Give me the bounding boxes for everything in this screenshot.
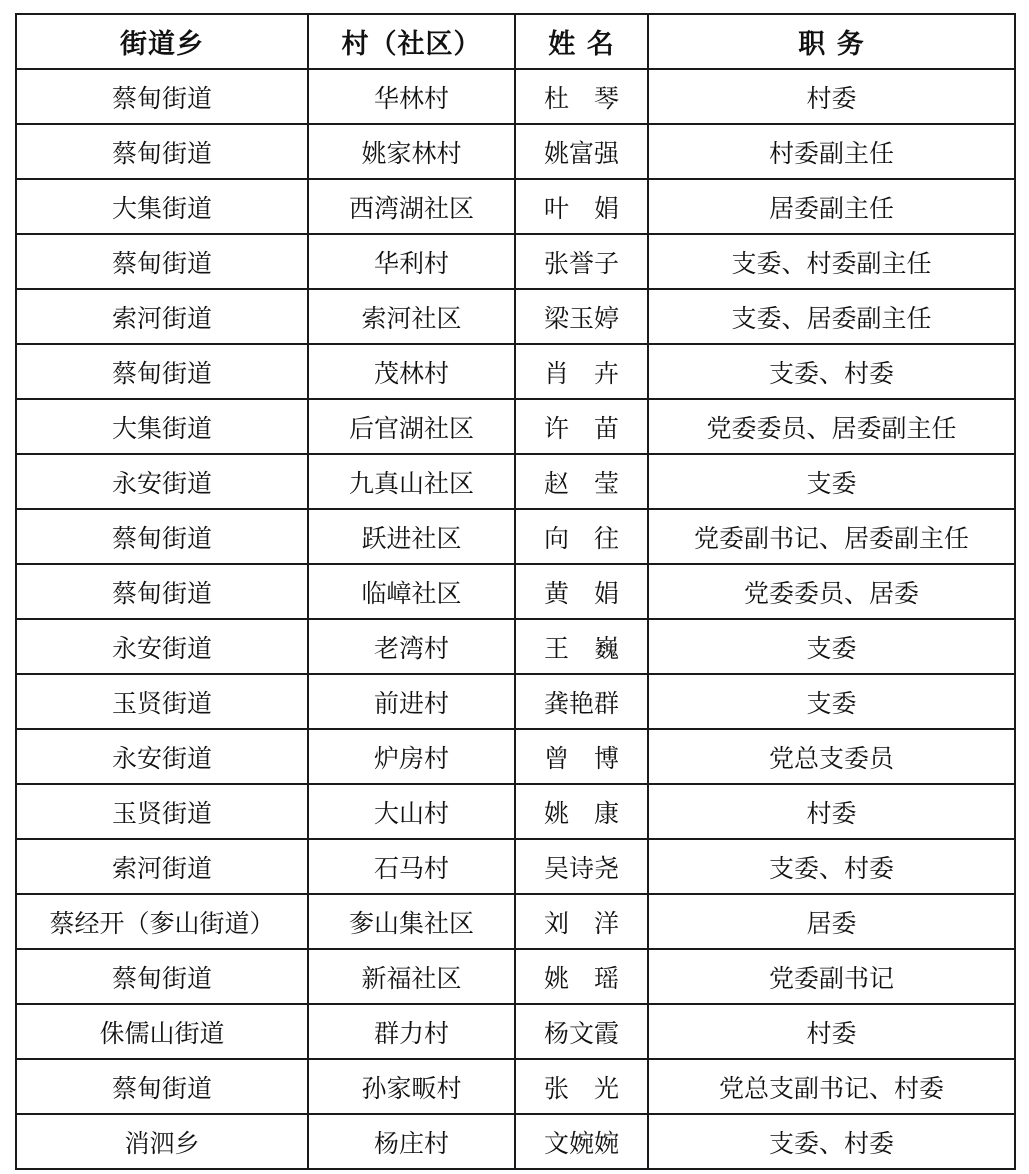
header-position: 职 务 <box>648 14 1015 69</box>
table-row <box>16 234 1015 289</box>
cell-position: 党总支副书记、村委 <box>648 1059 1015 1114</box>
table-header <box>16 14 1015 69</box>
table-row <box>16 179 1015 234</box>
personnel-table <box>15 13 1016 1170</box>
cell-village-community: 华利村 <box>308 234 515 289</box>
table-row <box>16 564 1015 619</box>
cell-street-township: 玉贤街道 <box>16 784 308 839</box>
cell-village-community: 索河社区 <box>308 289 515 344</box>
table-row <box>16 784 1015 839</box>
cell-position: 党委副书记 <box>648 949 1015 1004</box>
cell-position: 支委、村委 <box>648 1114 1015 1169</box>
cell-name: 许 苗 <box>515 399 648 454</box>
cell-village-community: 西湾湖社区 <box>308 179 515 234</box>
cell-position: 支委 <box>648 674 1015 729</box>
header-row <box>16 14 1015 69</box>
cell-position: 支委 <box>648 454 1015 509</box>
cell-position: 村委 <box>648 1004 1015 1059</box>
cell-village-community: 孙家畈村 <box>308 1059 515 1114</box>
cell-street-township: 永安街道 <box>16 619 308 674</box>
table-row <box>16 509 1015 564</box>
cell-position: 村委 <box>648 69 1015 124</box>
table-row <box>16 454 1015 509</box>
cell-village-community: 杨庄村 <box>308 1114 515 1169</box>
header-street-township: 街道乡 <box>16 14 308 69</box>
cell-street-township: 蔡甸街道 <box>16 564 308 619</box>
cell-village-community: 石马村 <box>308 839 515 894</box>
cell-village-community: 姚家林村 <box>308 124 515 179</box>
cell-street-township: 蔡甸街道 <box>16 509 308 564</box>
cell-name: 曾 博 <box>515 729 648 784</box>
cell-name: 吴诗尧 <box>515 839 648 894</box>
cell-street-township: 蔡甸街道 <box>16 344 308 399</box>
cell-name: 龚艳群 <box>515 674 648 729</box>
cell-position: 村委副主任 <box>648 124 1015 179</box>
cell-position: 支委 <box>648 619 1015 674</box>
cell-position: 支委、居委副主任 <box>648 289 1015 344</box>
cell-name: 王 巍 <box>515 619 648 674</box>
cell-street-township: 蔡甸街道 <box>16 69 308 124</box>
cell-position: 村委 <box>648 784 1015 839</box>
table-row <box>16 1114 1015 1169</box>
table-row <box>16 729 1015 784</box>
table-row <box>16 619 1015 674</box>
cell-village-community: 茂林村 <box>308 344 515 399</box>
cell-street-township: 永安街道 <box>16 454 308 509</box>
cell-name: 张誉子 <box>515 234 648 289</box>
cell-street-township: 索河街道 <box>16 289 308 344</box>
cell-village-community: 老湾村 <box>308 619 515 674</box>
cell-village-community: 炉房村 <box>308 729 515 784</box>
cell-street-township: 索河街道 <box>16 839 308 894</box>
table-row <box>16 69 1015 124</box>
cell-position: 党总支委员 <box>648 729 1015 784</box>
cell-position: 支委、村委 <box>648 344 1015 399</box>
cell-name: 刘 洋 <box>515 894 648 949</box>
cell-street-township: 玉贤街道 <box>16 674 308 729</box>
table-body <box>16 69 1015 1169</box>
cell-name: 张 光 <box>515 1059 648 1114</box>
table-row <box>16 289 1015 344</box>
table-row <box>16 344 1015 399</box>
cell-village-community: 新福社区 <box>308 949 515 1004</box>
table-row <box>16 1004 1015 1059</box>
cell-position: 党委委员、居委 <box>648 564 1015 619</box>
cell-street-township: 蔡甸街道 <box>16 1059 308 1114</box>
cell-name: 黄 娟 <box>515 564 648 619</box>
cell-position: 居委副主任 <box>648 179 1015 234</box>
cell-village-community: 群力村 <box>308 1004 515 1059</box>
cell-street-township: 大集街道 <box>16 399 308 454</box>
cell-street-township: 大集街道 <box>16 179 308 234</box>
cell-position: 居委 <box>648 894 1015 949</box>
cell-village-community: 跃进社区 <box>308 509 515 564</box>
table-row <box>16 399 1015 454</box>
cell-village-community: 临嶂社区 <box>308 564 515 619</box>
cell-position: 支委、村委 <box>648 839 1015 894</box>
cell-position: 支委、村委副主任 <box>648 234 1015 289</box>
cell-village-community: 后官湖社区 <box>308 399 515 454</box>
table-row <box>16 839 1015 894</box>
table-row <box>16 674 1015 729</box>
cell-village-community: 大山村 <box>308 784 515 839</box>
header-village-community: 村（社区） <box>308 14 515 69</box>
cell-village-community: 奓山集社区 <box>308 894 515 949</box>
cell-name: 杜 琴 <box>515 69 648 124</box>
cell-village-community: 华林村 <box>308 69 515 124</box>
cell-name: 梁玉婷 <box>515 289 648 344</box>
table-row <box>16 949 1015 1004</box>
header-name: 姓 名 <box>515 14 648 69</box>
cell-position: 党委副书记、居委副主任 <box>648 509 1015 564</box>
table-row <box>16 894 1015 949</box>
cell-street-township: 消泗乡 <box>16 1114 308 1169</box>
cell-name: 姚 康 <box>515 784 648 839</box>
cell-street-township: 蔡甸街道 <box>16 234 308 289</box>
cell-village-community: 九真山社区 <box>308 454 515 509</box>
cell-street-township: 蔡甸街道 <box>16 124 308 179</box>
cell-street-township: 蔡甸街道 <box>16 949 308 1004</box>
table-row <box>16 1059 1015 1114</box>
cell-name: 杨文霞 <box>515 1004 648 1059</box>
cell-village-community: 前进村 <box>308 674 515 729</box>
cell-name: 赵 莹 <box>515 454 648 509</box>
table-row <box>16 124 1015 179</box>
cell-position: 党委委员、居委副主任 <box>648 399 1015 454</box>
cell-name: 向 往 <box>515 509 648 564</box>
cell-street-township: 蔡经开（奓山街道） <box>16 894 308 949</box>
cell-name: 文婉婉 <box>515 1114 648 1169</box>
cell-street-township: 永安街道 <box>16 729 308 784</box>
cell-name: 肖 卉 <box>515 344 648 399</box>
cell-name: 姚 瑶 <box>515 949 648 1004</box>
cell-name: 姚富强 <box>515 124 648 179</box>
cell-street-township: 侏儒山街道 <box>16 1004 308 1059</box>
cell-name: 叶 娟 <box>515 179 648 234</box>
